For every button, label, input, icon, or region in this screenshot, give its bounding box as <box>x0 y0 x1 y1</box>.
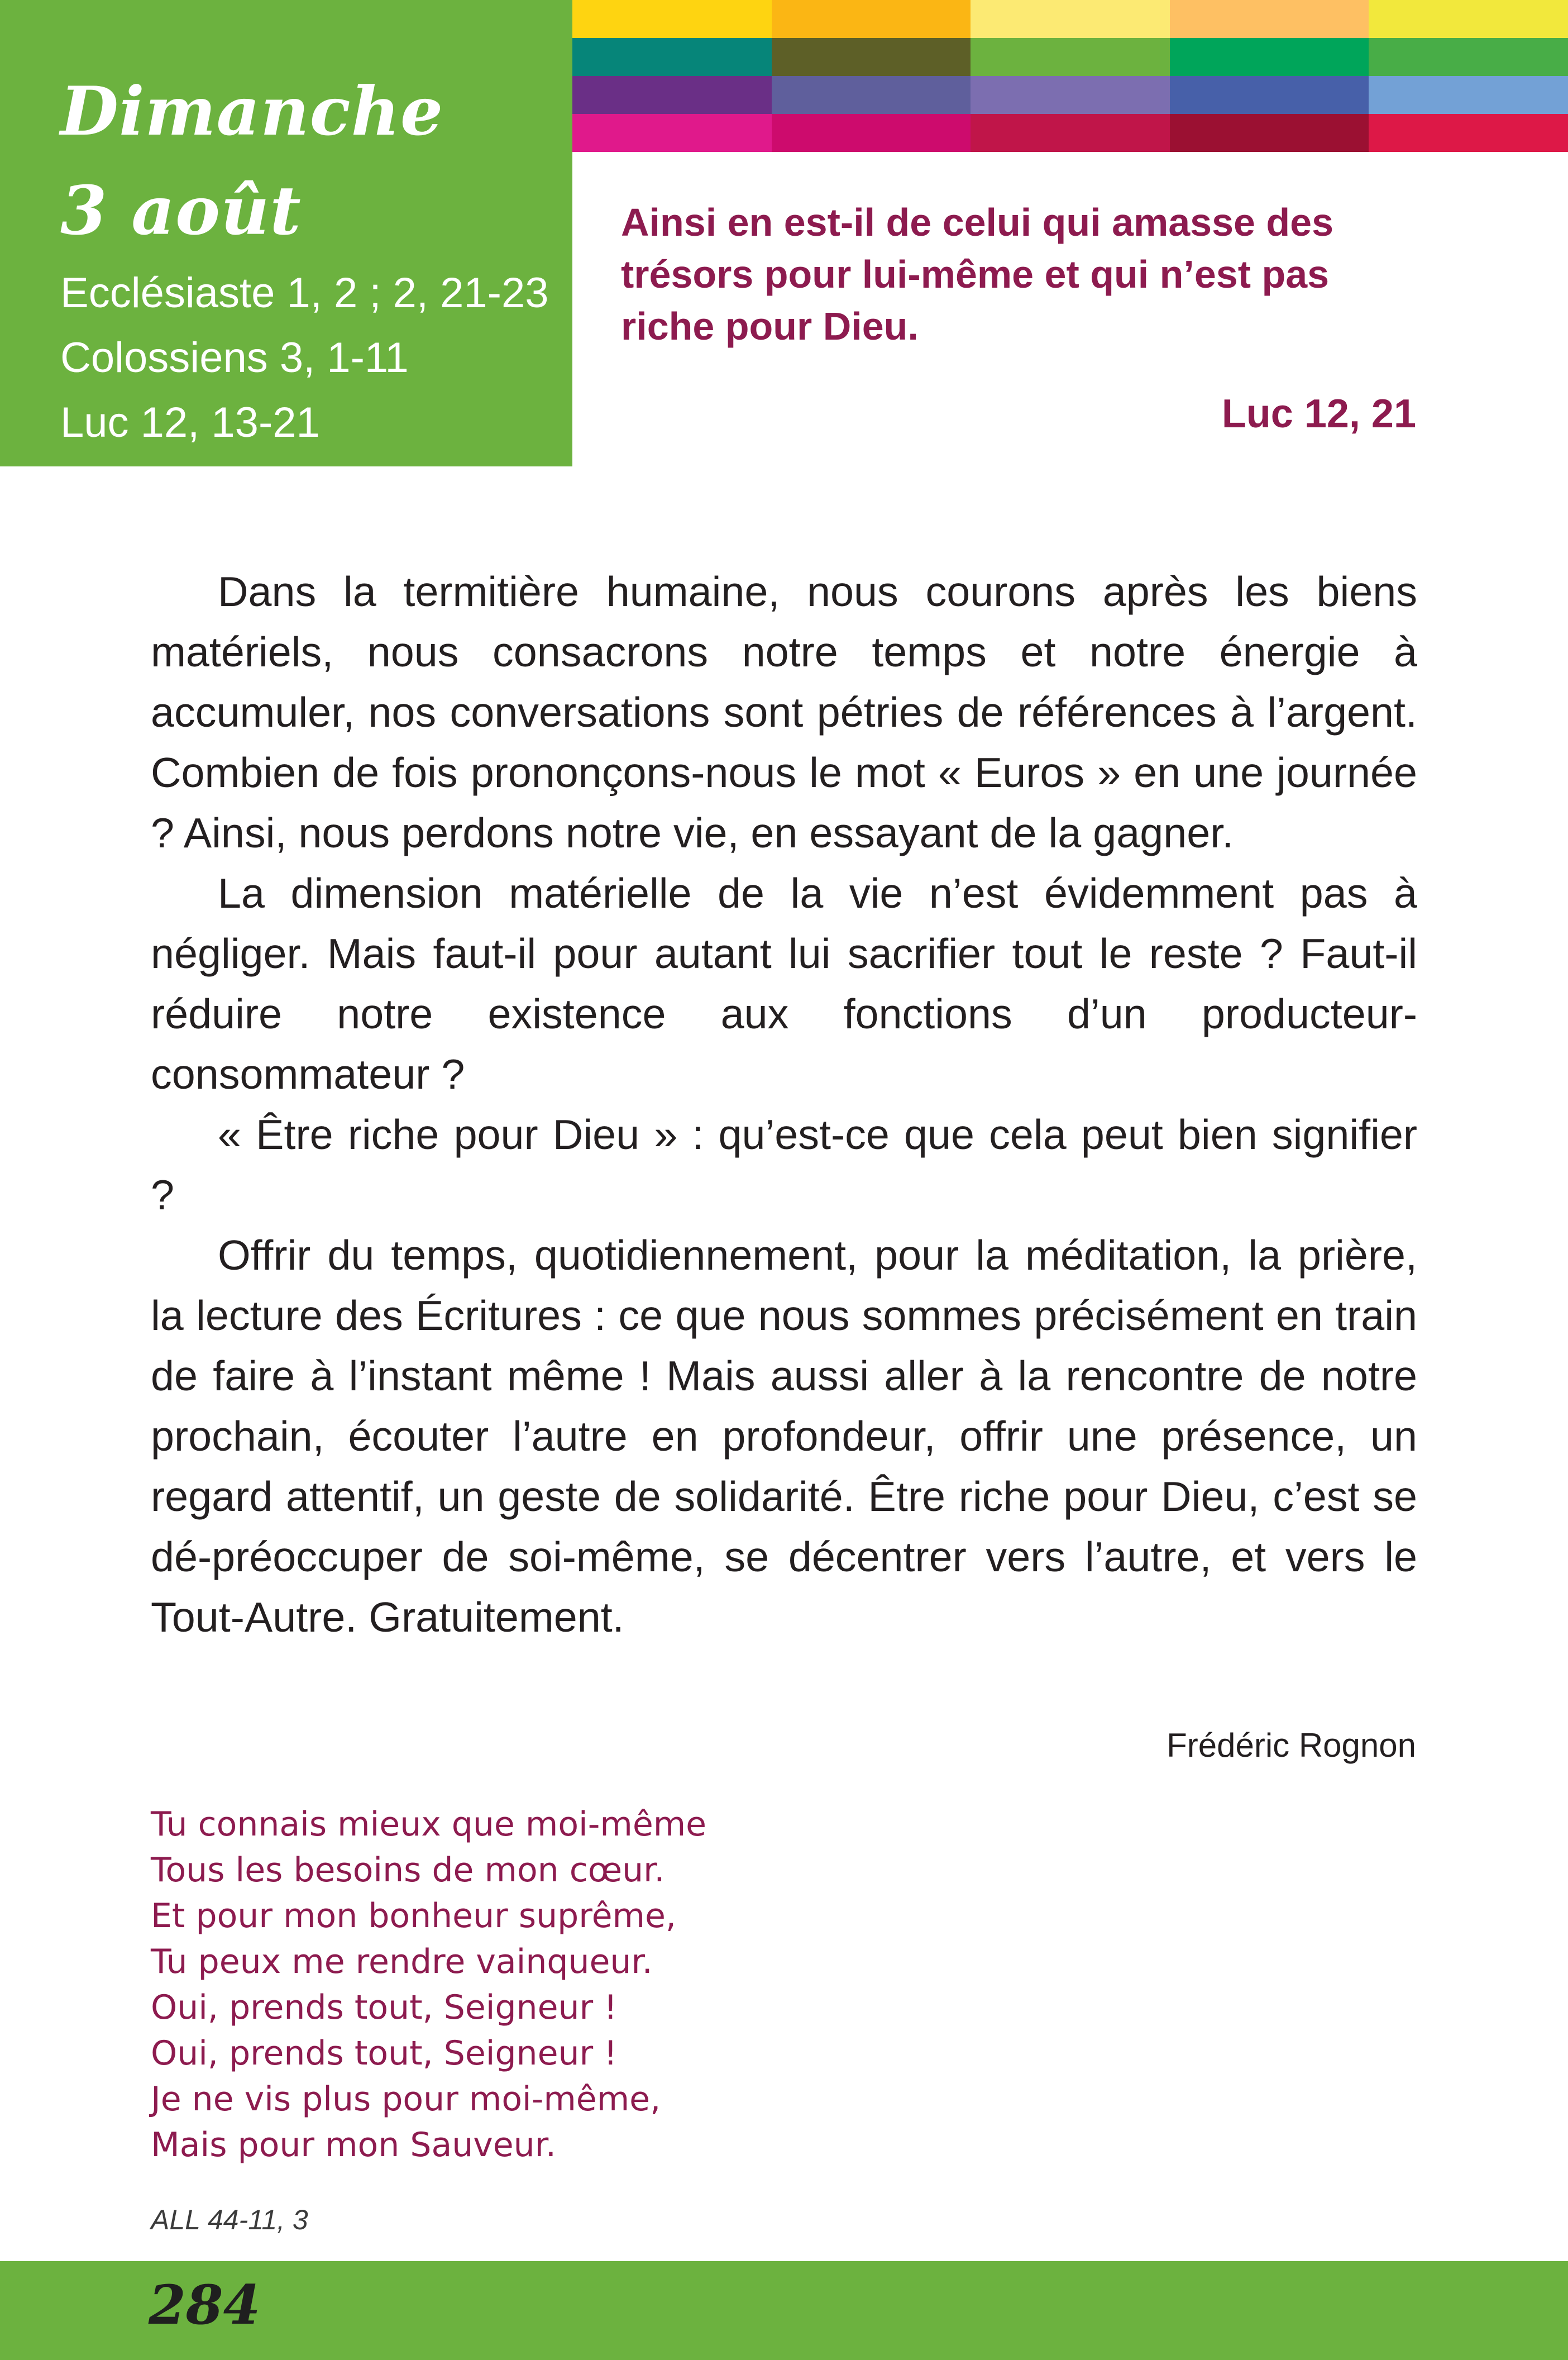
color-stripe-cell <box>572 114 772 152</box>
hymn-line: Tu peux me rendre vainqueur. <box>151 1942 653 1981</box>
color-stripe-cell <box>1369 114 1568 152</box>
hymn-line: Mais pour mon Sauveur. <box>151 2125 556 2164</box>
color-stripe-cell <box>1170 0 1369 38</box>
key-verse: Ainsi en est-il de celui qui amasse des trésors pour lui-même et qui n’est pas riche pour Dieu. <box>621 201 1334 349</box>
meditation-paragraph: « Être riche pour Dieu » : qu’est-ce que cela peut bien signifier ? <box>151 1111 1417 1218</box>
color-stripe-cell <box>572 38 772 76</box>
color-stripe-cell <box>772 0 971 38</box>
color-stripe-cell <box>572 76 772 114</box>
color-stripe-cell <box>1170 76 1369 114</box>
color-stripe-cell <box>1170 38 1369 76</box>
footer-bar <box>0 2261 1568 2360</box>
color-stripe-cell <box>772 38 971 76</box>
meditation-paragraph: Offrir du temps, quotidiennement, pour la méditation, la prière, la lecture des Écritures : ce que nous sommes précisément en train de faire à l’instant même ! Mais aussi aller à la rencontre de notre prochain, écouter l’autre en profondeur, offrir une présence, un regard attentif, un geste de solidarité. Être riche pour Dieu, c’est se dé-préoccuper de soi-même, se décentrer vers l’autre, et vers le Tout-Autre. Gratuitement. <box>151 1232 1417 1641</box>
color-stripe-cell <box>572 0 772 38</box>
header-box <box>0 0 572 466</box>
meditation-text <box>151 561 1417 1647</box>
hymn-line: Oui, prends tout, Seigneur ! <box>151 2034 618 2073</box>
hymn-line: Tu connais mieux que moi-même <box>151 1805 707 1844</box>
color-stripe-cell <box>971 38 1170 76</box>
day-title: Dimanche <box>60 72 444 151</box>
date-title: 3 août <box>60 171 302 250</box>
meditation-paragraph: La dimension matérielle de la vie n’est évidemment pas à négliger. Mais faut-il pour autant lui sacrifier tout le reste ? Faut-il réduire notre existence aux fonctions d’un producteur-consommateur ? <box>151 870 1417 1098</box>
reading-reference: Luc 12, 13-21 <box>60 399 320 446</box>
color-stripe-cell <box>772 114 971 152</box>
color-stripe-cell <box>971 76 1170 114</box>
color-stripe-cell <box>1369 0 1568 38</box>
page-number: 284 <box>149 2273 261 2337</box>
reading-reference: Colossiens 3, 1-11 <box>60 334 409 382</box>
hymn-line: Je ne vis plus pour moi-même, <box>151 2080 661 2119</box>
reading-reference: Ecclésiaste 1, 2 ; 2, 21-23 <box>60 269 549 317</box>
key-verse-reference: Luc 12, 21 <box>1221 392 1416 436</box>
color-stripe-cell <box>1369 76 1568 114</box>
hymn-line: Tous les besoins de mon cœur. <box>151 1851 665 1890</box>
color-stripe-cell <box>1170 114 1369 152</box>
hymn <box>151 1801 706 2168</box>
meditation-paragraph: Dans la termitière humaine, nous courons après les biens matériels, nous consacrons notre temps et notre énergie à accumuler, nos conversations sont pétries de références à l’argent. Combien de fois prononçons-nous le mot « Euros » en une journée ? Ainsi, nous perdons notre vie, en essayant de la gagner. <box>151 568 1417 856</box>
hymn-reference: ALL 44-11, 3 <box>151 2204 308 2235</box>
color-stripe-cell <box>971 114 1170 152</box>
color-stripe-cell <box>1369 38 1568 76</box>
color-stripe-cell <box>772 76 971 114</box>
hymn-line: Oui, prends tout, Seigneur ! <box>151 1988 618 2027</box>
color-stripe-cell <box>971 0 1170 38</box>
author: Frédéric Rognon <box>1167 1727 1416 1764</box>
color-stripes <box>572 0 1568 152</box>
hymn-line: Et pour mon bonheur suprême, <box>151 1896 676 1935</box>
